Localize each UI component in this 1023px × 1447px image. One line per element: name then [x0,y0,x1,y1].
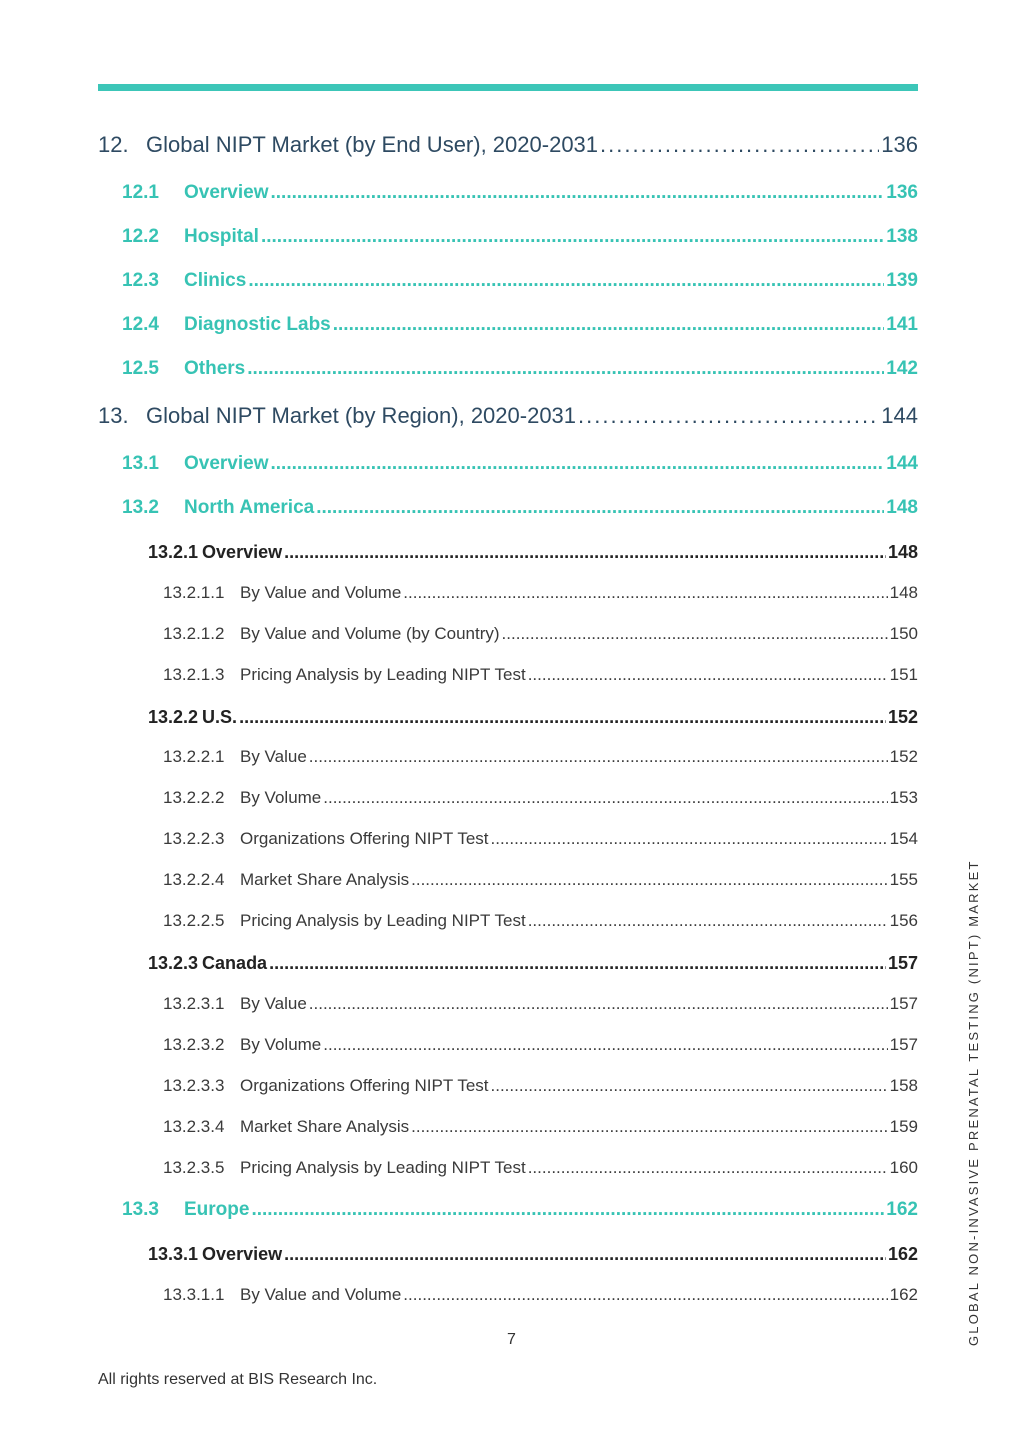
toc-title: Overview [202,1244,283,1264]
toc-page: 162 [887,1244,918,1264]
toc-entry-12-2[interactable] [122,226,918,248]
toc-page: 136 [886,182,918,203]
toc-entry-13-2-2-5[interactable] [163,911,918,931]
toc-entry-12-4[interactable] [122,314,918,336]
toc-leader [284,542,886,563]
toc-number: 13.2.3.5 [163,1158,225,1177]
toc-leader [528,665,888,685]
toc-leader [403,583,887,603]
toc-title: Pricing Analysis by Leading NIPT Test [240,665,526,684]
toc-leader [316,497,884,519]
toc-page: 155 [889,870,918,889]
toc-number: 13.2.1 [148,542,199,562]
toc-title: By Value and Volume [240,583,402,602]
toc-title: Market Share Analysis [240,1117,410,1136]
toc-title: By Volume [240,1035,322,1054]
toc-title: Organizations Offering NIPT Test [240,1076,489,1095]
toc-page: 154 [889,829,918,848]
toc-page: 136 [881,132,918,157]
toc-number: 13.2.2.2 [163,788,225,807]
toc-entry-13-2-3[interactable] [148,953,918,974]
toc-leader [271,182,885,204]
toc-title: Europe [184,1199,250,1220]
toc-entry-13-2-3-3[interactable] [163,1076,918,1096]
toc-entry-13-2-2-3[interactable] [163,829,918,849]
toc-title: By Value and Volume [240,1285,402,1304]
toc-page: 156 [889,911,918,930]
toc-title: Clinics [184,270,247,291]
toc-leader [239,707,886,728]
toc-leader [271,453,885,475]
toc-number: 13.2.1.3 [163,665,225,684]
toc-number: 13.2.2 [148,707,199,727]
toc-title: Overview [184,182,269,203]
toc-title: Market Share Analysis [240,870,410,889]
toc-page: 138 [886,226,918,247]
toc-number: 12.5 [122,358,159,379]
toc-number: 13.3.1 [148,1244,199,1264]
toc-page: 162 [886,1199,918,1220]
toc-leader [309,994,888,1014]
toc-page: 139 [886,270,918,291]
toc-page: 148 [886,497,918,518]
toc-title: Pricing Analysis by Leading NIPT Test [240,1158,526,1177]
toc-page: 157 [889,1035,918,1054]
toc-number: 13.3 [122,1199,159,1220]
toc-title: By Value [240,994,307,1013]
toc-entry-13-2[interactable] [122,497,918,519]
toc-title: U.S. [202,707,238,727]
toc-title: Global NIPT Market (by End User), 2020-2031 [146,132,599,157]
toc-leader [284,1244,886,1265]
toc-entry-12-5[interactable] [122,358,918,380]
toc-page: 153 [889,788,918,807]
toc-entry-13-1[interactable] [122,453,918,475]
toc-entry-13-2-1[interactable] [148,542,918,563]
toc-leader [411,1117,887,1137]
toc-leader [528,911,888,931]
toc-page: 157 [889,994,918,1013]
toc-leader [269,953,886,974]
toc-title: By Volume [240,788,322,807]
toc-leader [248,270,884,292]
toc-entry-12-3[interactable] [122,270,918,292]
toc-leader [403,1285,887,1305]
toc-title: Global NIPT Market (by Region), 2020-2031 [146,403,577,428]
side-running-title: GLOBAL NON-INVASIVE PRENATAL TESTING (NIPT) MARKET [966,859,981,1346]
toc-leader [578,403,879,429]
toc-entry-13[interactable] [98,403,918,429]
toc-leader [491,829,888,849]
header-accent-bar [98,84,918,91]
toc-number: 13.2.2.4 [163,870,225,889]
toc-page: 160 [889,1158,918,1177]
toc-title: By Value [240,747,307,766]
toc-leader [323,1035,887,1055]
toc-leader [247,358,884,380]
toc-page: 144 [886,453,918,474]
toc-number: 13.2.3.1 [163,994,225,1013]
toc-title: Overview [184,453,269,474]
toc-number: 13.2.3.2 [163,1035,225,1054]
toc-entry-13-2-1-1[interactable] [163,583,918,603]
toc-title: Overview [202,542,283,562]
toc-title: Pricing Analysis by Leading NIPT Test [240,911,526,930]
toc-entry-12[interactable] [98,132,918,158]
toc-entry-12-1[interactable] [122,182,918,204]
toc-entry-13-3[interactable] [122,1199,918,1221]
toc-page: 150 [889,624,918,643]
toc-entry-13-2-2[interactable] [148,707,918,728]
toc-number: 13.2 [122,497,159,518]
toc-number: 13.2.2.1 [163,747,225,766]
toc-page: 152 [889,747,918,766]
toc-leader [502,624,888,644]
toc-number: 13.2.3.3 [163,1076,225,1095]
toc-number: 12.2 [122,226,159,247]
toc-title: Others [184,358,246,379]
toc-entry-13-2-2-4[interactable] [163,870,918,890]
toc-number: 12.4 [122,314,159,335]
toc-entry-13-3-1[interactable] [148,1244,918,1265]
toc-entry-13-3-1-1[interactable] [163,1285,918,1305]
toc-entry-13-2-3-1[interactable] [163,994,918,1014]
toc-page: 159 [889,1117,918,1136]
toc-leader [309,747,888,767]
toc-page: 158 [889,1076,918,1095]
toc-title: Canada [202,953,268,973]
toc-page: 148 [889,583,918,602]
toc-entry-13-2-1-3[interactable] [163,665,918,685]
toc-entry-13-2-2-1[interactable] [163,747,918,767]
toc-leader [323,788,887,808]
toc-entry-13-2-3-2[interactable] [163,1035,918,1055]
toc-page: 142 [886,358,918,379]
toc-leader [333,314,885,336]
toc-title: Organizations Offering NIPT Test [240,829,489,848]
toc-entry-13-2-2-2[interactable] [163,788,918,808]
toc-title: Hospital [184,226,259,247]
toc-number: 13.2.3.4 [163,1117,225,1136]
toc-page: 151 [889,665,918,684]
toc-number: 13.2.1.2 [163,624,225,643]
toc-entry-13-2-3-5[interactable] [163,1158,918,1178]
footer-copyright: All rights reserved at BIS Research Inc. [98,1371,378,1388]
page-number: 7 [507,1331,516,1348]
toc-number: 13.2.2.5 [163,911,225,930]
toc-page: 162 [889,1285,918,1304]
toc-title: Diagnostic Labs [184,314,331,335]
toc-leader [600,132,879,158]
toc-number: 13.2.1.1 [163,583,225,602]
toc-page: 141 [886,314,918,335]
toc-title: North America [184,497,315,518]
toc-number: 13.2.2.3 [163,829,225,848]
toc-number: 12.1 [122,182,159,203]
toc-number: 12.3 [122,270,159,291]
toc-leader [491,1076,888,1096]
toc-page: 152 [887,707,918,727]
toc-entry-13-2-1-2[interactable] [163,624,918,644]
toc-number: 13. [98,403,129,428]
toc-page: 148 [887,542,918,562]
toc-number: 13.3.1.1 [163,1285,225,1304]
toc-number: 12. [98,132,129,157]
toc-page: 157 [887,953,918,973]
toc-leader [251,1199,884,1221]
toc-number: 13.1 [122,453,159,474]
toc-leader [261,226,884,248]
toc-title: By Value and Volume (by Country) [240,624,500,643]
toc-page: 144 [881,403,918,428]
toc-leader [528,1158,888,1178]
toc-leader [411,870,887,890]
toc-entry-13-2-3-4[interactable] [163,1117,918,1137]
toc-number: 13.2.3 [148,953,199,973]
